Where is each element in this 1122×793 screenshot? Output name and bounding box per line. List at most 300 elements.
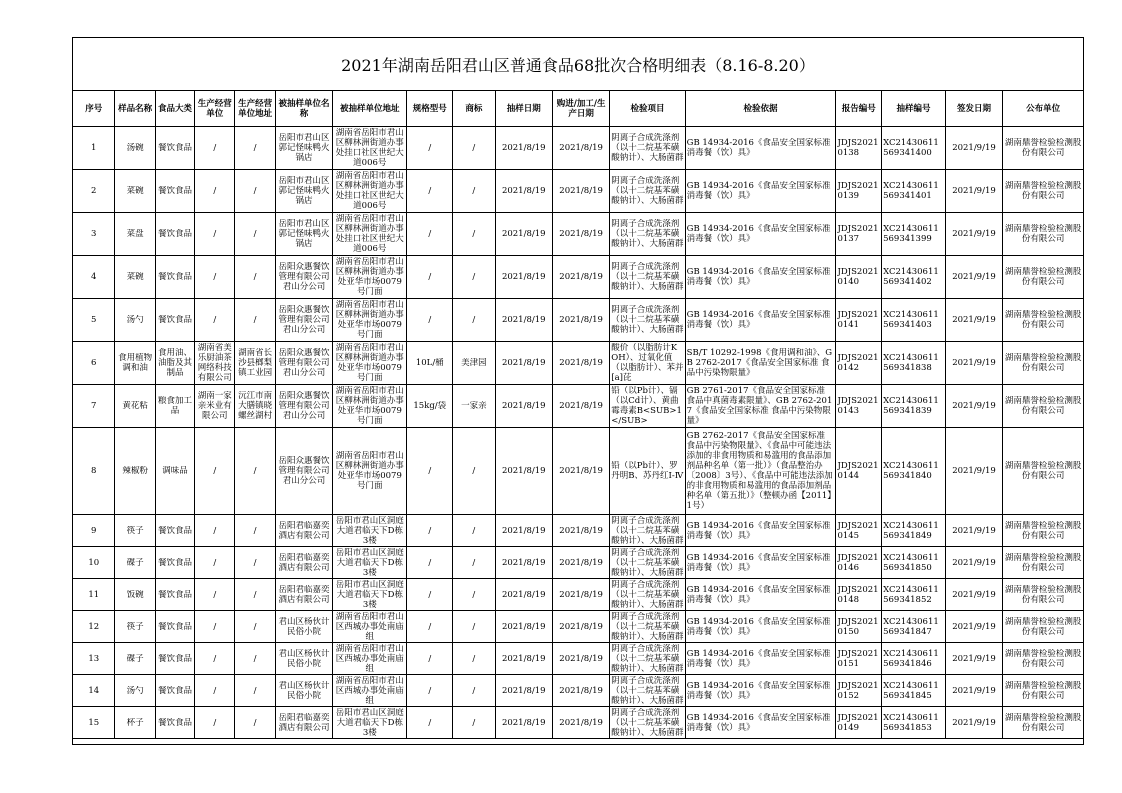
- cell-issue-date-text: 2021/9/19: [952, 466, 996, 476]
- cell-sample-name: [115, 170, 155, 213]
- cell-producer: [195, 611, 235, 643]
- cell-brand-text: /: [472, 315, 476, 325]
- cell-spec-text: /: [428, 272, 432, 282]
- cell-food-category-text: 餐饮食品: [157, 557, 192, 568]
- cell-publisher-text: 湖南鼎誉检验检测股份有限公司: [1004, 712, 1082, 733]
- cell-food-category-text: 餐饮食品: [157, 653, 192, 664]
- cell-issue-date: [945, 675, 1002, 707]
- cell-food-category-text: 餐饮食品: [157, 685, 192, 696]
- cell-sampling-date-text: 2021/8/19: [501, 685, 546, 696]
- cell-sample-no: [882, 299, 946, 342]
- cell-test-basis: [685, 385, 836, 428]
- cell-production-date-text: 2021/8/19: [559, 272, 603, 282]
- cell-sampled-unit-address-text: 湖南省岳阳市君山区柳林洲街道办事处亚华市场0079号门面: [335, 386, 404, 426]
- cell-producer-address-text: /: [253, 685, 257, 696]
- cell-spec-text: /: [428, 653, 432, 664]
- cell-publisher: [1003, 256, 1084, 299]
- cell-issue-date: [945, 707, 1002, 739]
- cell-production-date-text: 2021/8/19: [559, 401, 603, 411]
- cell-test-items-text: 阴离子合成洗涤剂（以十二烷基苯磺酸钠计）、大肠菌群: [611, 547, 684, 578]
- cell-sampling-date: [495, 127, 552, 170]
- cell-brand: [453, 611, 495, 643]
- cell-production-date: [552, 428, 609, 515]
- cell-sample-name: [115, 256, 155, 299]
- cell-sampling-date: [495, 170, 552, 213]
- table-row: [73, 256, 1084, 299]
- cell-issue-date-text: 2021/9/19: [952, 621, 996, 632]
- header-no: 序号: [73, 91, 115, 127]
- cell-publisher: [1003, 342, 1084, 385]
- cell-report-no: [836, 385, 882, 428]
- cell-spec: [407, 299, 453, 342]
- cell-no-text: 4: [91, 272, 97, 282]
- cell-test-basis: [685, 643, 836, 675]
- cell-sample-name-text: 筷子: [126, 525, 144, 536]
- cell-report-no-text: JDJS20210138: [837, 138, 879, 158]
- cell-issue-date-text: 2021/9/19: [952, 315, 996, 325]
- cell-sampled-unit-address-text: 湖南省岳阳市君山区柳林洲街道办事处亚华市场0079号门面: [335, 343, 404, 383]
- cell-sampling-date: [495, 579, 552, 611]
- cell-report-no: [836, 707, 882, 739]
- cell-producer-address: [235, 643, 275, 675]
- cell-test-basis-text: GB 14934-2016《食品安全国家标准 消毒餐（饮）具》: [686, 584, 831, 605]
- cell-test-basis-text: GB 14934-2016《食品安全国家标准 消毒餐（饮）具》: [686, 224, 831, 244]
- cell-report-no-text: JDJS20210143: [837, 396, 879, 416]
- cell-test-basis: [685, 675, 836, 707]
- cell-producer-address-text: /: [253, 229, 257, 239]
- cell-sampling-date: [495, 428, 552, 515]
- cell-sampling-date: [495, 707, 552, 739]
- cell-producer-text: 湖南省美乐厨油茶网络科技有限公司: [197, 343, 232, 383]
- cell-sampled-unit-address: [333, 385, 407, 428]
- cell-food-category: [155, 170, 194, 213]
- cell-no-text: 5: [91, 315, 97, 325]
- cell-sample-name-text: 菜碗: [126, 186, 144, 196]
- cell-issue-date: [945, 643, 1002, 675]
- cell-issue-date: [945, 385, 1002, 428]
- cell-sample-no: [882, 643, 946, 675]
- cell-production-date: [552, 127, 609, 170]
- cell-sampling-date: [495, 299, 552, 342]
- cell-production-date-text: 2021/8/19: [559, 717, 603, 728]
- cell-food-category-text: 餐饮食品: [157, 621, 192, 632]
- cell-producer-text: /: [213, 186, 217, 196]
- cell-no: [73, 675, 115, 707]
- cell-sampled-unit-address: [333, 256, 407, 299]
- cell-brand-text: 美津园: [461, 358, 487, 368]
- cell-test-items-text: 阴离子合成洗涤剂（以十二烷基苯磺酸钠计）、大肠菌群: [611, 675, 684, 706]
- cell-producer-address-text: /: [253, 466, 257, 476]
- cell-food-category-text: 食用油、油脂及其制品: [157, 348, 192, 378]
- cell-brand-text: /: [472, 717, 476, 728]
- cell-sampled-unit: [275, 579, 332, 611]
- cell-brand: [453, 579, 495, 611]
- cell-publisher-text: 湖南鼎誉检验检测股份有限公司: [1004, 138, 1082, 158]
- cell-brand: [453, 127, 495, 170]
- cell-producer: [195, 213, 235, 256]
- cell-issue-date-text: 2021/9/19: [952, 685, 996, 696]
- cell-report-no-text: JDJS20210150: [837, 616, 879, 637]
- cell-test-items-text: 铅（以Pb计）、罗丹明B、苏丹红Ⅰ-Ⅳ: [611, 461, 684, 481]
- cell-food-category-text: 餐饮食品: [157, 143, 192, 153]
- cell-issue-date: [945, 579, 1002, 611]
- cell-publisher: [1003, 579, 1084, 611]
- cell-sampled-unit-address: [333, 428, 407, 515]
- cell-publisher-text: 湖南鼎誉检验检测股份有限公司: [1004, 310, 1082, 330]
- cell-report-no: [836, 213, 882, 256]
- cell-spec: [407, 579, 453, 611]
- cell-no: [73, 385, 115, 428]
- cell-publisher-text: 湖南鼎誉检验检测股份有限公司: [1004, 461, 1082, 481]
- header-test-items: 检验项目: [610, 91, 685, 127]
- cell-no-text: 6: [91, 358, 97, 368]
- cell-production-date: [552, 643, 609, 675]
- cell-producer-address: [235, 170, 275, 213]
- cell-sample-name-text: 汤碗: [126, 143, 144, 153]
- cell-sampled-unit-text: 岳阳市君山区郭记怪味鸭火锅店: [278, 133, 330, 163]
- cell-publisher-text: 湖南鼎誉检验检测股份有限公司: [1004, 396, 1082, 416]
- cell-producer-address-text: /: [253, 315, 257, 325]
- page-title: 2021年湖南岳阳君山区普通食品68批次合格明细表（8.16-8.20）: [341, 55, 815, 75]
- cell-brand-text: /: [472, 557, 476, 568]
- cell-sampling-date: [495, 256, 552, 299]
- cell-sampled-unit-address: [333, 579, 407, 611]
- cell-production-date: [552, 342, 609, 385]
- cell-producer: [195, 385, 235, 428]
- cell-sampled-unit-address-text: 湖南省岳阳市君山区柳林洲街道办事处挂口社区世纪大道006号: [335, 128, 404, 168]
- cell-production-date: [552, 675, 609, 707]
- cell-report-no: [836, 170, 882, 213]
- header-publisher: 公布单位: [1003, 91, 1084, 127]
- cell-brand: [453, 643, 495, 675]
- cell-producer-address: [235, 385, 275, 428]
- cell-food-category: [155, 428, 194, 515]
- cell-sampling-date-text: 2021/8/19: [501, 272, 546, 282]
- cell-sample-name-text: 汤勺: [126, 685, 144, 696]
- cell-sample-name-text: 筷子: [126, 621, 144, 632]
- cell-sampling-date: [495, 611, 552, 643]
- table-row: [73, 547, 1084, 579]
- cell-test-basis: [685, 579, 836, 611]
- cell-sampled-unit-text: 岳阳众惠餐饮管理有限公司君山分公司: [278, 348, 330, 378]
- cell-no: [73, 643, 115, 675]
- cell-spec-text: /: [428, 717, 432, 728]
- cell-sample-no-text: XC21430611569341839: [883, 396, 939, 416]
- cell-publisher: [1003, 707, 1084, 739]
- cell-test-basis: [685, 213, 836, 256]
- cell-test-items: [610, 428, 685, 515]
- cell-spec-text: /: [428, 557, 432, 568]
- cell-sample-no: [882, 707, 946, 739]
- cell-test-items-text: 阴离子合成洗涤剂（以十二烷基苯磺酸钠计）、大肠菌群: [611, 219, 684, 249]
- cell-sample-no: [882, 675, 946, 707]
- cell-publisher-text: 湖南鼎誉检验检测股份有限公司: [1004, 224, 1082, 244]
- cell-sample-name: [115, 515, 155, 547]
- cell-food-category: [155, 515, 194, 547]
- cell-spec: [407, 170, 453, 213]
- cell-sample-name-text: 碟子: [126, 557, 144, 568]
- cell-sample-no: [882, 127, 946, 170]
- cell-spec: [407, 256, 453, 299]
- cell-sampled-unit-address: [333, 127, 407, 170]
- cell-producer-address: [235, 127, 275, 170]
- cell-sample-no: [882, 579, 946, 611]
- cell-publisher: [1003, 127, 1084, 170]
- cell-report-no: [836, 127, 882, 170]
- cell-brand-text: /: [472, 466, 476, 476]
- cell-producer: [195, 342, 235, 385]
- cell-spec-text: /: [428, 685, 432, 696]
- cell-sample-name: [115, 707, 155, 739]
- cell-sample-name: [115, 385, 155, 428]
- cell-producer-address: [235, 515, 275, 547]
- cell-sample-no-text: XC21430611569341400: [883, 138, 939, 158]
- cell-production-date-text: 2021/8/19: [559, 557, 603, 568]
- cell-test-items: [610, 579, 685, 611]
- cell-test-items: [610, 643, 685, 675]
- cell-publisher-text: 湖南鼎誉检验检测股份有限公司: [1004, 181, 1082, 201]
- cell-sampled-unit: [275, 127, 332, 170]
- cell-report-no-text: JDJS20210146: [837, 552, 879, 573]
- cell-issue-date-text: 2021/9/19: [952, 186, 996, 196]
- cell-spec: [407, 213, 453, 256]
- cell-test-items-text: 铅（以Pb计）、镉（以Cd计）、黄曲霉毒素B<SUB>1</SUB>: [611, 386, 682, 426]
- cell-issue-date-text: 2021/9/19: [952, 525, 996, 536]
- cell-sampling-date: [495, 515, 552, 547]
- cell-sampling-date-text: 2021/8/19: [501, 653, 546, 664]
- cell-food-category: [155, 342, 194, 385]
- cell-producer: [195, 675, 235, 707]
- cell-production-date-text: 2021/8/19: [559, 229, 603, 239]
- cell-sampled-unit-text: 岳阳君临嘉奕酒店有限公司: [278, 520, 330, 541]
- cell-producer: [195, 515, 235, 547]
- cell-test-items: [610, 299, 685, 342]
- cell-sampled-unit-text: 岳阳市君山区郭记怪味鸭火锅店: [278, 219, 330, 249]
- cell-food-category-text: 粮食加工品: [157, 396, 192, 416]
- cell-producer-address-text: 湖南省长沙县榔梨镇工业园: [238, 348, 273, 378]
- cell-sampled-unit-address: [333, 515, 407, 547]
- cell-test-basis-text: GB 14934-2016《食品安全国家标准 消毒餐（饮）具》: [686, 648, 831, 669]
- cell-producer-text: /: [213, 717, 217, 728]
- header-sample-no: 抽样编号: [882, 91, 946, 127]
- cell-report-no-text: JDJS20210142: [837, 353, 879, 373]
- cell-spec: [407, 342, 453, 385]
- cell-test-basis: [685, 342, 836, 385]
- header-producer-address: 生产经营单位地址: [235, 91, 275, 127]
- cell-producer-address: [235, 213, 275, 256]
- cell-food-category: [155, 213, 194, 256]
- cell-sample-no-text: XC21430611569341838: [883, 353, 939, 373]
- cell-sample-name-text: 食用植物调和油: [118, 353, 153, 373]
- cell-test-items: [610, 675, 685, 707]
- cell-test-basis: [685, 170, 836, 213]
- cell-sample-no-text: XC21430611569341403: [883, 310, 939, 330]
- cell-issue-date-text: 2021/9/19: [952, 717, 996, 728]
- cell-production-date: [552, 547, 609, 579]
- cell-publisher-text: 湖南鼎誉检验检测股份有限公司: [1004, 552, 1082, 573]
- cell-producer-text: /: [213, 685, 217, 696]
- cell-report-no-text: JDJS20210137: [837, 224, 879, 244]
- cell-sample-name: [115, 342, 155, 385]
- cell-spec: [407, 385, 453, 428]
- cell-spec-text: 15kg/袋: [413, 401, 447, 411]
- header-issue-date: 签发日期: [945, 91, 1002, 127]
- cell-publisher-text: 湖南鼎誉检验检测股份有限公司: [1004, 648, 1082, 669]
- cell-sampled-unit: [275, 643, 332, 675]
- cell-sample-no-text: XC21430611569341402: [883, 267, 939, 287]
- cell-spec-text: /: [428, 621, 432, 632]
- cell-sampled-unit-address: [333, 643, 407, 675]
- cell-food-category-text: 餐饮食品: [157, 272, 192, 282]
- cell-sample-name-text: 杯子: [126, 717, 144, 728]
- cell-producer-text: /: [213, 466, 217, 476]
- cell-producer-address-text: /: [253, 272, 257, 282]
- cell-test-basis-text: GB 14934-2016《食品安全国家标准 消毒餐（饮）具》: [686, 520, 831, 541]
- cell-sampled-unit: [275, 256, 332, 299]
- cell-sample-no: [882, 385, 946, 428]
- cell-test-items-text: 阴离子合成洗涤剂（以十二烷基苯磺酸钠计）、大肠菌群: [611, 133, 684, 163]
- cell-food-category: [155, 127, 194, 170]
- cell-no: [73, 428, 115, 515]
- cell-sample-no: [882, 256, 946, 299]
- cell-food-category: [155, 707, 194, 739]
- cell-test-basis: [685, 299, 836, 342]
- cell-no-text: 1: [91, 143, 97, 153]
- cell-spec: [407, 611, 453, 643]
- cell-issue-date: [945, 342, 1002, 385]
- cell-issue-date: [945, 256, 1002, 299]
- cell-producer-address: [235, 675, 275, 707]
- cell-production-date-text: 2021/8/19: [559, 315, 603, 325]
- cell-sample-no-text: XC21430611569341850: [883, 552, 939, 573]
- cell-sampled-unit-text: 岳阳君临嘉奕酒店有限公司: [278, 552, 330, 573]
- header-sampled-unit-address: 被抽样单位地址: [333, 91, 407, 127]
- cell-food-category: [155, 299, 194, 342]
- cell-spec-text: /: [428, 589, 432, 600]
- cell-publisher-text: 湖南鼎誉检验检测股份有限公司: [1004, 680, 1082, 701]
- cell-publisher: [1003, 515, 1084, 547]
- cell-no-text: 14: [88, 685, 100, 696]
- header-test-basis: 检验依据: [685, 91, 836, 127]
- header-sampling-date: 抽样日期: [495, 91, 552, 127]
- cell-production-date: [552, 515, 609, 547]
- cell-sample-no: [882, 547, 946, 579]
- cell-test-items: [610, 342, 685, 385]
- cell-report-no: [836, 611, 882, 643]
- cell-report-no-text: JDJS20210139: [837, 181, 879, 201]
- cell-food-category-text: 餐饮食品: [157, 186, 192, 196]
- table-row: [73, 675, 1084, 707]
- table-row: [73, 643, 1084, 675]
- cell-sampling-date: [495, 213, 552, 256]
- cell-sampling-date-text: 2021/8/19: [501, 621, 546, 632]
- cell-spec-text: /: [428, 143, 432, 153]
- cell-spec: [407, 428, 453, 515]
- cell-test-basis-text: GB 14934-2016《食品安全国家标准 消毒餐（饮）具》: [686, 616, 831, 637]
- cell-test-basis: [685, 515, 836, 547]
- cell-food-category: [155, 385, 194, 428]
- cell-issue-date-text: 2021/9/19: [952, 589, 996, 600]
- cell-report-no: [836, 428, 882, 515]
- cell-sample-name: [115, 579, 155, 611]
- cell-brand: [453, 707, 495, 739]
- cell-sample-name: [115, 547, 155, 579]
- cell-brand-text: /: [472, 621, 476, 632]
- cell-report-no: [836, 342, 882, 385]
- cell-no: [73, 547, 115, 579]
- header-brand: 商标: [453, 91, 495, 127]
- cell-spec: [407, 707, 453, 739]
- cell-sampled-unit: [275, 385, 332, 428]
- cell-test-basis-text: SB/T 10292-1998《食用调和油》、GB 2762-2017《食品安全国家标准 食品中污染物限量》: [686, 348, 833, 378]
- cell-test-items-text: 阴离子合成洗涤剂（以十二烷基苯磺酸钠计）、大肠菌群: [611, 707, 684, 738]
- cell-no-text: 10: [88, 557, 100, 568]
- cell-no-text: 13: [88, 653, 100, 664]
- cell-producer: [195, 428, 235, 515]
- cell-publisher: [1003, 428, 1084, 515]
- cell-sample-name: [115, 428, 155, 515]
- header-production-date: 购进/加工/生产日期: [552, 91, 609, 127]
- cell-producer-address-text: /: [253, 589, 257, 600]
- cell-brand: [453, 342, 495, 385]
- cell-food-category: [155, 256, 194, 299]
- cell-test-basis-text: GB 14934-2016《食品安全国家标准 消毒餐（饮）具》: [686, 138, 831, 158]
- cell-issue-date: [945, 170, 1002, 213]
- cell-issue-date-text: 2021/9/19: [952, 653, 996, 664]
- cell-brand-text: /: [472, 653, 476, 664]
- table-row: [73, 611, 1084, 643]
- cell-issue-date-text: 2021/9/19: [952, 557, 996, 568]
- cell-test-items: [610, 256, 685, 299]
- cell-test-items: [610, 547, 685, 579]
- cell-test-basis: [685, 256, 836, 299]
- cell-report-no-text: JDJS20210141: [837, 310, 879, 330]
- cell-sampled-unit-address: [333, 707, 407, 739]
- cell-spec: [407, 515, 453, 547]
- cell-test-basis-text: GB 14934-2016《食品安全国家标准 消毒餐（饮）具》: [686, 267, 831, 287]
- cell-sampled-unit-text: 君山区杨伙计民俗小院: [278, 616, 330, 637]
- cell-sample-no-text: XC21430611569341849: [883, 520, 939, 541]
- cell-test-items-text: 阴离子合成洗涤剂（以十二烷基苯磺酸钠计）、大肠菌群: [611, 515, 684, 546]
- cell-sample-no-text: XC21430611569341847: [883, 616, 939, 637]
- cell-sampling-date: [495, 342, 552, 385]
- cell-sampling-date-text: 2021/8/19: [501, 717, 546, 728]
- cell-producer: [195, 707, 235, 739]
- cell-brand-text: /: [472, 229, 476, 239]
- cell-sampled-unit-text: 岳阳众惠餐饮管理有限公司君山分公司: [278, 262, 330, 292]
- cell-no-text: 15: [88, 717, 100, 728]
- cell-sampling-date: [495, 385, 552, 428]
- cell-test-items-text: 阴离子合成洗涤剂（以十二烷基苯磺酸钠计）、大肠菌群: [611, 305, 684, 335]
- cell-report-no: [836, 299, 882, 342]
- cell-test-items: [610, 515, 685, 547]
- cell-sample-name-text: 辣椒粉: [122, 466, 148, 476]
- cell-spec-text: 10L/桶: [415, 358, 444, 368]
- cell-producer-address-text: /: [253, 143, 257, 153]
- table-row: [73, 299, 1084, 342]
- cell-sampled-unit-address-text: 湖南省岳阳市君山区西城办事处南庙组: [335, 643, 404, 674]
- cell-report-no: [836, 547, 882, 579]
- table-row: [73, 579, 1084, 611]
- cell-producer-text: /: [213, 653, 217, 664]
- cell-sampling-date-text: 2021/8/19: [501, 466, 546, 476]
- cell-sampling-date-text: 2021/8/19: [501, 557, 546, 568]
- cell-producer-address-text: /: [253, 525, 257, 536]
- cell-spec: [407, 643, 453, 675]
- cell-sampled-unit-address-text: 岳阳市君山区洞庭大道君临天下D栋3楼: [335, 579, 404, 610]
- cell-issue-date: [945, 428, 1002, 515]
- table-row: [73, 213, 1084, 256]
